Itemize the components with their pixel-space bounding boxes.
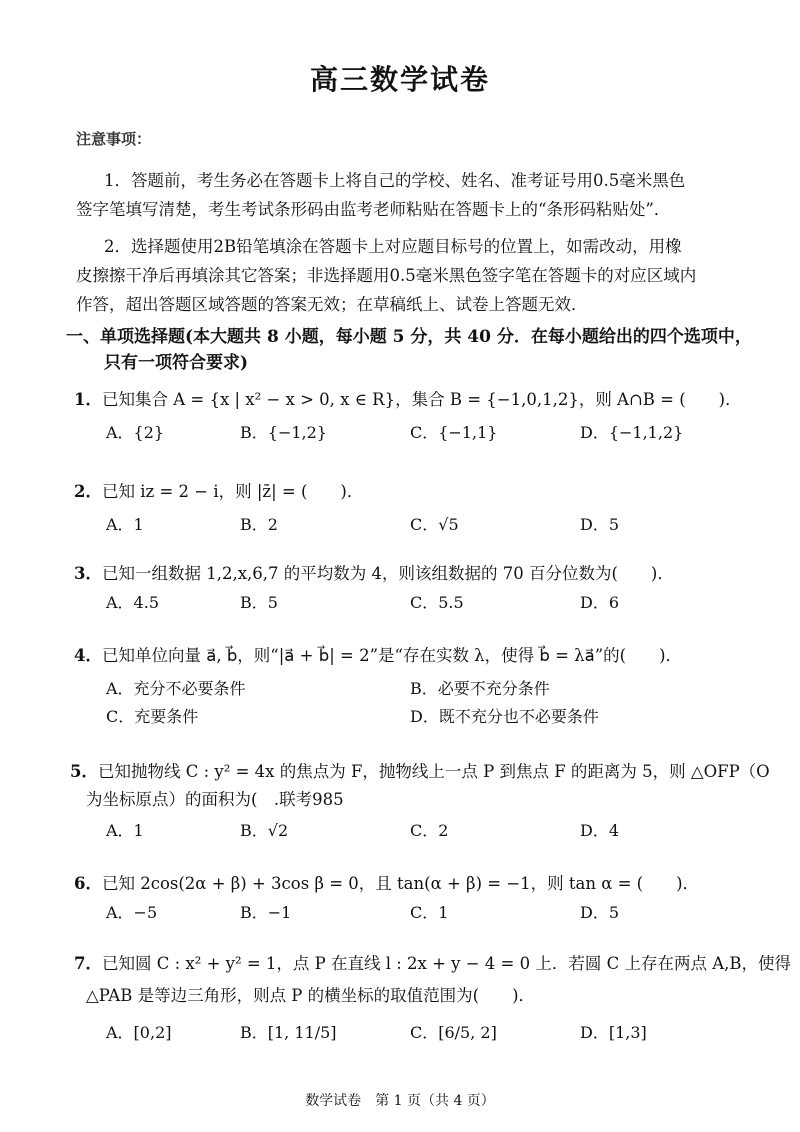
q2-option-a: A．1 [106, 515, 144, 534]
notice-2-line-1: 2．选择题使用2B铅笔填涂在答题卡上对应题目标号的位置上，如需改动，用橡 [104, 237, 682, 256]
q6-option-a: A．−5 [106, 903, 158, 922]
q5-option-c: C．2 [410, 821, 449, 840]
q6-option-d: D．5 [580, 903, 620, 922]
question-number: 2． [74, 482, 102, 501]
notice-heading: 注意事项： [76, 130, 152, 148]
q6-option-b: B．−1 [240, 903, 292, 922]
question-number: 3． [74, 564, 102, 583]
question-2 [74, 478, 363, 502]
q4-option-a: A．充分不必要条件 [106, 679, 246, 698]
page-title: 高三数学试卷 [309, 63, 490, 96]
question-6 [74, 870, 699, 894]
question-stem: 已知 iz = 2 − i，则 |z̄| = ( )． [101, 482, 364, 501]
q4-option-b: B．必要不充分条件 [410, 679, 550, 698]
q2-option-c: C．√5 [410, 515, 459, 534]
question-5-cont: 为坐标原点）的面积为( .联考985 [86, 790, 344, 809]
question-stem: 已知抛物线 C : y² = 4x 的焦点为 F，抛物线上一点 P 到焦点 F 的距离为 5，则 △OFP（O [97, 762, 770, 781]
q2-option-d: D．5 [580, 515, 620, 534]
question-stem: 已知单位向量 a⃗, b⃗，则“|a⃗ + b⃗| = 2”是“存在实数 λ，使得 b⃗ = λa⃗”的( )． [101, 646, 683, 665]
question-number: 7． [74, 954, 102, 973]
notice-2-line-2: 皮擦擦干净后再填涂其它答案；非选择题用0.5毫米黑色签字笔在答题卡的对应区域内 [76, 266, 697, 285]
q7-option-d: D．[1,3] [580, 1023, 647, 1042]
question-stem: 已知集合 A = {x | x² − x > 0, x ∈ R}，集合 B = {−1,0,1,2}，则 A∩B = ( )． [101, 390, 742, 409]
q1-option-b: B．{−1,2} [240, 423, 327, 442]
q1-option-a: A．{2} [106, 423, 165, 442]
q1-option-d: D．{−1,1,2} [580, 423, 684, 442]
question-stem: 已知一组数据 1,2,x,6,7 的平均数为 4，则该组数据的 70 百分位数为( )． [101, 564, 674, 583]
q4-option-c: C．充要条件 [106, 707, 199, 726]
q7-option-a: A．[0,2] [106, 1023, 172, 1042]
q7-option-b: B．[1, 11/5] [240, 1023, 337, 1042]
notice-1-line-2: 签字笔填写清楚，考生考试条形码由监考老师粘贴在答题卡上的“条形码粘贴处”． [76, 200, 671, 219]
page-footer: 数学试卷 第 1 页（共 4 页） [305, 1093, 495, 1109]
question-7-cont: △PAB 是等边三角形，则点 P 的横坐标的取值范围为( )． [86, 986, 536, 1005]
question-1 [74, 386, 742, 410]
q1-option-c: C．{−1,1} [410, 423, 498, 442]
q2-option-b: B．2 [240, 515, 278, 534]
q5-option-a: A．1 [106, 821, 144, 840]
section-1-heading: 一、单项选择题(本大题共 8 小题，每小题 5 分，共 40 分．在每小题给出的四个选项中， [66, 327, 752, 347]
q3-option-d: D．6 [580, 593, 620, 612]
question-stem: 已知圆 C : x² + y² = 1，点 P 在直线 l : 2x + y − 4 = 0 上．若圆 C 上存在两点 A,B，使得 [101, 954, 792, 973]
question-5 [70, 758, 770, 782]
q3-option-a: A．4.5 [106, 593, 160, 612]
q4-option-d: D．既不充分也不必要条件 [410, 707, 599, 726]
question-number: 1． [74, 390, 102, 409]
question-4 [74, 642, 682, 666]
question-7 [74, 950, 791, 974]
question-number: 6． [74, 874, 102, 893]
question-number: 5． [70, 762, 98, 781]
question-3 [74, 560, 674, 584]
q6-option-c: C．1 [410, 903, 449, 922]
section-1-heading-cont: 只有一项符合要求) [104, 353, 249, 373]
notice-2-line-3: 作答，超出答题区域答题的答案无效；在草稿纸上、试卷上答题无效． [76, 295, 588, 314]
q7-option-c: C．[6/5, 2] [410, 1023, 497, 1042]
notice-1-line-1: 1．答题前，考生务必在答题卡上将自己的学校、姓名、准考证号用0.5毫米黑色 [104, 171, 686, 190]
question-number: 4． [74, 646, 102, 665]
q5-option-d: D．4 [580, 821, 620, 840]
question-stem: 已知 2cos(2α + β) + 3cos β = 0，且 tan(α + β) = −1，则 tan α = ( )． [101, 874, 700, 893]
q3-option-b: B．5 [240, 593, 278, 612]
q3-option-c: C．5.5 [410, 593, 464, 612]
q5-option-b: B．√2 [240, 821, 289, 840]
